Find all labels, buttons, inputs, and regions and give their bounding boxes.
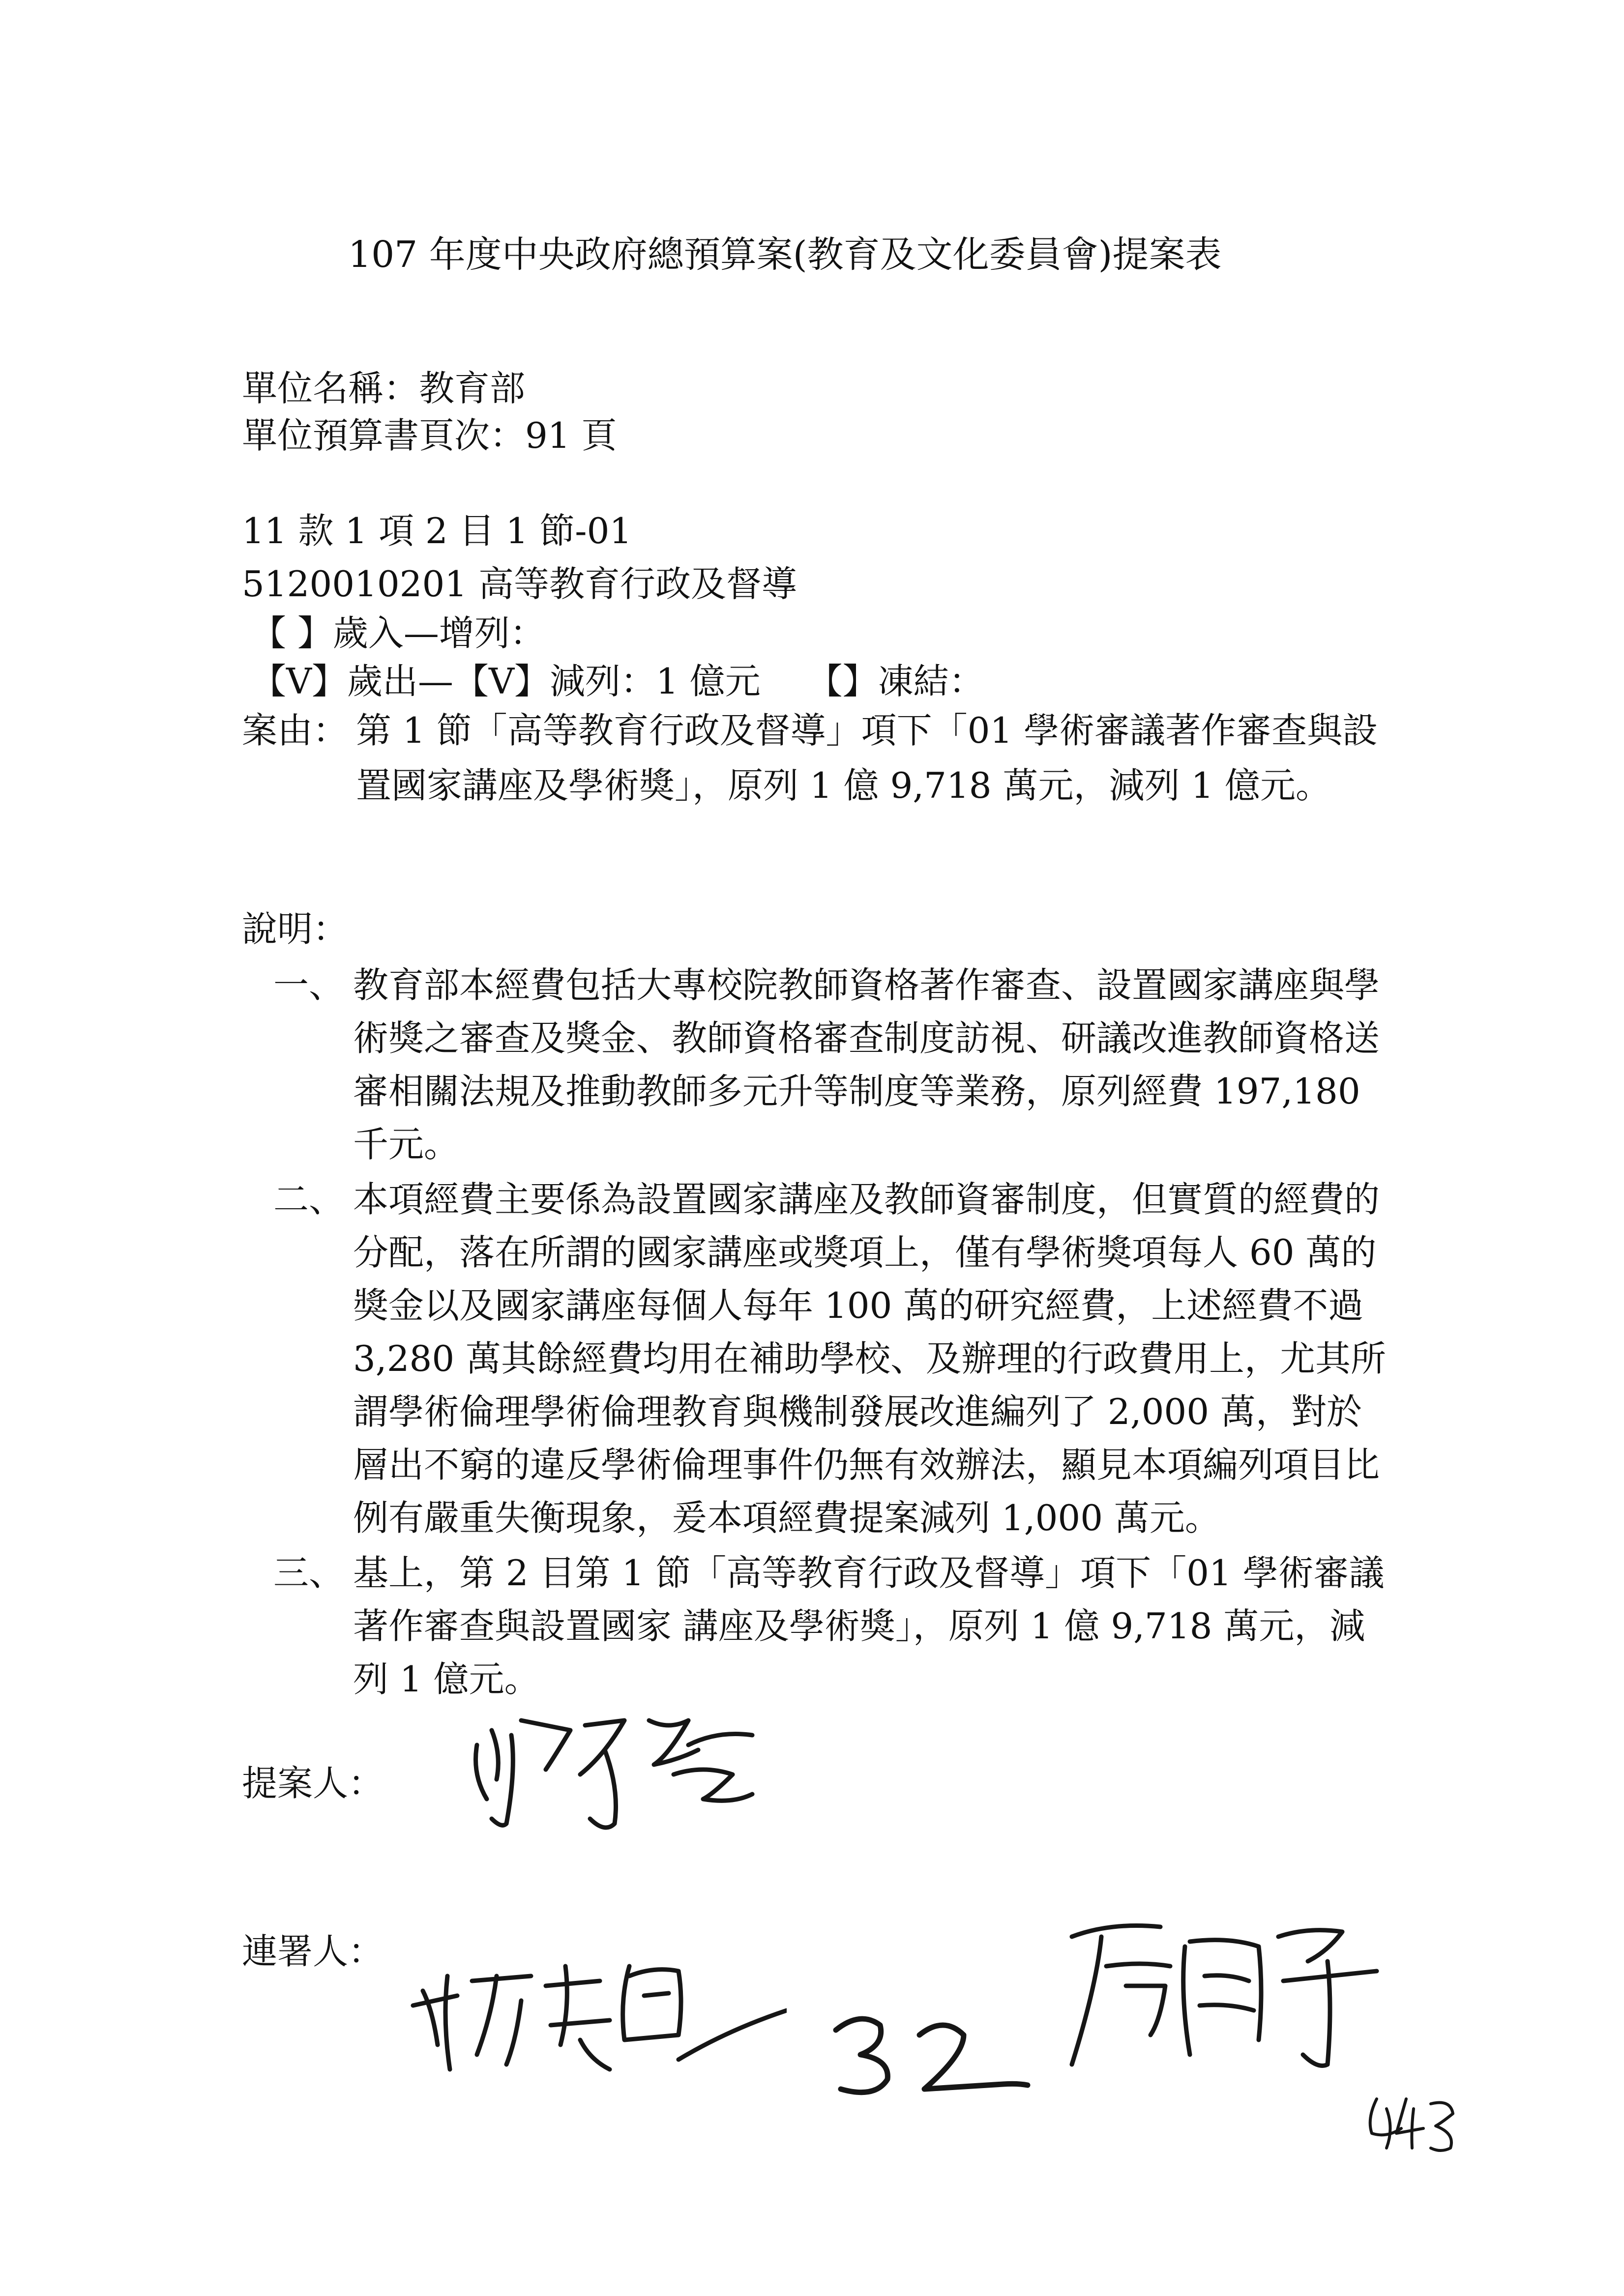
explanation-item [273,959,1394,1171]
explanation-item-text: 基上，第 2 目第 1 節「高等教育行政及督導」項下「01 學術審議著作審查與設置國家 講座及學術獎」，原列 1 億 9,718 萬元，減列 1 億元。 [353,1552,1385,1700]
proposal-reason [242,703,1383,813]
unit-name: 單位名稱：教育部 [242,368,526,409]
section-code: 11 款 1 項 2 目 1 節-01 [242,510,632,552]
explanation-item-number: 二、 [273,1179,345,1220]
handwritten-corner-number [1357,2079,1465,2158]
explanation-item-text: 本項經費主要係為設置國家講座及教師資審制度，但實質的經費的分配，落在所謂的國家講座或獎項上，僅有學術獎項每人 60 萬的獎金以及國家講座每個人每年 100 萬的研究經費，上述經費不過 3,280 萬其餘經費均用在補助學校、及辦理的行政費用上，尤其所謂學術倫理學術倫理教育與機制發展改進編列了 2,000 萬，對於層出不窮的違反學術倫理事件仍無有效辦法，顯見本項編列項目比例有嚴重失衡現象，爰本項經費提案減列 1,000 萬元。 [353,1179,1387,1539]
reason-text: 第 1 節「高等教育行政及督導」項下「01 學術審議著作審查與設置國家講座及學術獎」，原列 1 億 9,718 萬元，減列 1 億元。 [356,710,1378,806]
expenditure-line: 【V】歲出—【V】減列：1 億元 【】凍結： [251,661,984,702]
explanation-item-number: 三、 [273,1552,345,1594]
proposer-label: 提案人： [242,1763,384,1804]
explanation-item-text: 教育部本經費包括大專校院教師資格著作審查、設置國家講座與學術獎之審查及獎金、教師資格審查制度訪視、研議改進教師資格送審相關法規及推動教師多元升等制度等業務，原列經費 197,180 千元。 [353,964,1380,1165]
document-title: 107 年度中央政府總預算案(教育及文化委員會)提案表 [348,233,1222,276]
cosigner-label: 連署人： [242,1931,384,1972]
cosigner-signature [403,1947,787,2094]
handwritten-page-number [806,1996,1033,2104]
cosigner-signature [1052,1907,1396,2084]
reason-label: 案由： [242,710,349,751]
explanation-item-number: 一、 [273,964,345,1006]
explanation-label: 說明： [242,908,349,950]
program-code-name: 5120010201 高等教育行政及督導 [242,563,797,605]
explanation-item [273,1173,1394,1544]
explanation-item [273,1546,1394,1706]
explanation-list [273,959,1394,1708]
revenue-line: 【 】歲入—增列： [251,612,545,654]
proposer-signature [457,1701,831,1848]
budget-page-reference: 單位預算書頁次：91 頁 [242,415,617,456]
